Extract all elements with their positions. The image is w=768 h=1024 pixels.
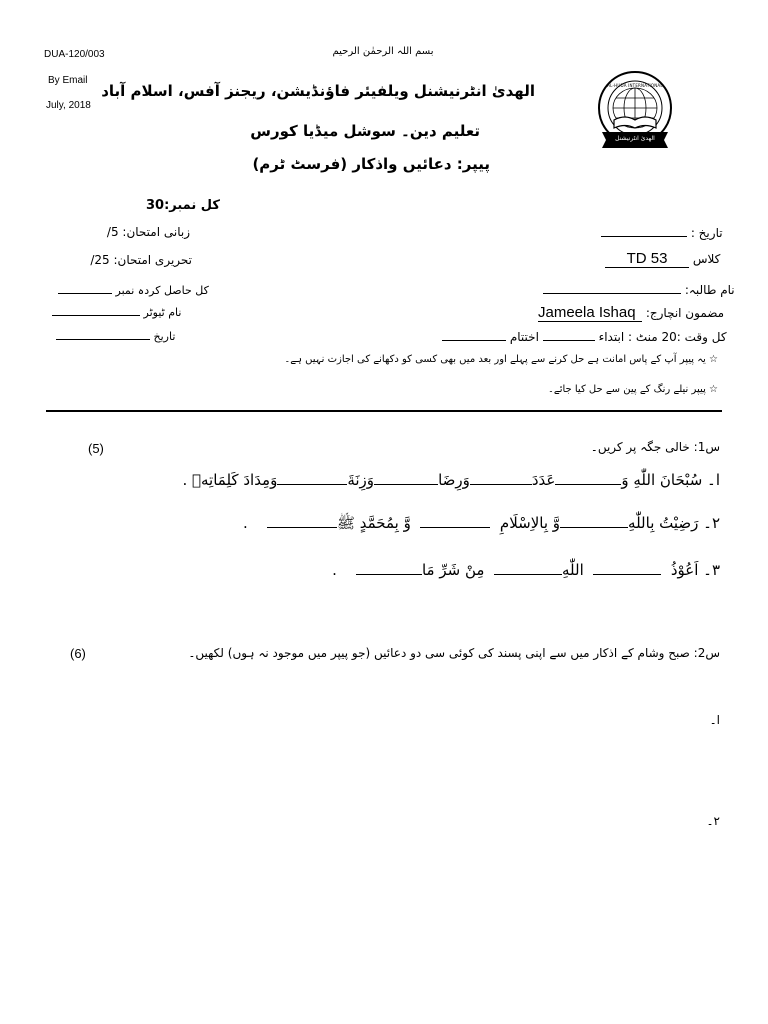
logo-ring-text: AL-HUDA INTERNATIONAL: [607, 83, 663, 88]
q2-item-1: ا۔: [709, 713, 720, 727]
tutor-label: نام ٹیوٹر: [143, 306, 182, 319]
issue-date: July, 2018: [46, 100, 91, 111]
q1-l2-blank-1[interactable]: [560, 527, 628, 528]
q1-l2-blank-2[interactable]: [420, 527, 490, 528]
q1-marks: (5): [88, 441, 104, 456]
incharge-label: مضمون انچارج:: [645, 306, 725, 320]
q1-l2-blank-3[interactable]: [267, 527, 337, 528]
q2-answer-area-2[interactable]: [230, 832, 710, 952]
total-marks: [146, 198, 220, 213]
q1-l2-period: .: [242, 514, 248, 532]
incharge-row: [538, 304, 724, 322]
q1-l1-text-c: وَرِضَا: [438, 471, 470, 489]
incharge-field[interactable]: [538, 304, 642, 322]
delivery-method: By Email: [48, 75, 88, 86]
q2-marks: (6): [70, 646, 86, 661]
reference-number: DUA-120/003: [44, 49, 105, 60]
obtained-marks-blank[interactable]: [58, 293, 112, 294]
written-exam-marks: تحریری امتحان: 25/: [90, 253, 192, 267]
q2-answer-area-1[interactable]: [230, 730, 710, 810]
al-huda-logo: [592, 68, 678, 154]
student-name-row: [543, 283, 735, 297]
q1-l1-blank-4[interactable]: [277, 484, 347, 485]
class-row: [605, 250, 720, 268]
q1-l1-text-e: وَمِدَادَ كَلِمَاتِهٖ .: [182, 471, 278, 489]
total-marks-value: 30: [146, 198, 165, 213]
marking-date-row: [56, 330, 175, 343]
q1-l3-text-a: ۳۔ اَعُوْذُ: [670, 561, 720, 579]
section-divider: [46, 410, 722, 412]
class-field[interactable]: [605, 250, 689, 268]
q1-line-3: [250, 561, 720, 579]
marking-date-label: تاریخ: [153, 330, 176, 343]
bismillah: بسم اللہ الرحمٰن الرحیم: [332, 46, 434, 57]
obtained-marks-label: کل حاصل کردہ نمبر: [115, 284, 209, 297]
instruction-blue-pen: ☆ پیپر نیلے رنگ کے پین سے حل کیا جائے۔: [547, 384, 718, 395]
q1-l1-text-a: ا۔ سُبْحَانَ اللّٰهِ وَ: [621, 471, 720, 489]
start-time-blank[interactable]: [543, 340, 595, 341]
organization-name: الھدیٰ انٹرنیشنل ویلفیئر فاؤنڈیشن، ریجنز آفس، اسلام آباد: [101, 82, 535, 100]
obtained-marks-row: [58, 284, 209, 297]
oral-exam-marks: زبانی امتحان: 5/: [106, 225, 190, 239]
q1-l3-blank-3[interactable]: [356, 574, 422, 575]
q1-l2-text-a: ۲۔ رَضِيْتُ بِاللّٰهِ: [628, 514, 720, 532]
q1-l2-text-b: وَّ بِالاِسْلَامِ: [499, 514, 561, 532]
instruction-trust: ☆ یہ پیپر آپ کے پاس امانت ہے حل کرنے سے پہلے اور بعد میں بھی کسی کو دکھانے کی اجازت نہیں ہے۔: [284, 354, 718, 365]
q1-title: س1: خالی جگہ پر کریں۔: [590, 440, 720, 454]
student-name-blank[interactable]: [543, 293, 681, 294]
q2-item-2: ۲۔: [706, 814, 720, 828]
incharge-value: Jameela Ishaq: [538, 304, 636, 321]
class-label: کلاس: [692, 252, 721, 266]
time-label: کل وقت :20 منٹ : ابتداء: [598, 330, 727, 344]
paper-title: پیپر: دعائیں واذکار (فرسٹ ٹرم): [252, 155, 490, 173]
logo-ribbon-text: الھدیٰ انٹرنیشنل: [615, 135, 655, 142]
time-row: [442, 330, 727, 344]
q1-l3-text-c: مِنْ شَرِّ مَا: [421, 561, 485, 579]
q1-l1-text-d: وَزِنَةَ: [347, 471, 375, 489]
q1-l1-text-b: عَدَدَ: [531, 471, 556, 489]
q1-l3-blank-1[interactable]: [593, 574, 661, 575]
q1-l2-text-c: وَّ بِمُحَمَّدٍ ﷺ: [336, 514, 411, 532]
q1-l3-text-b: اللّٰهِ: [561, 561, 584, 579]
q1-line-2: [170, 514, 720, 536]
student-name-label: نام طالبہ:: [684, 283, 735, 297]
q1-line-1: [140, 471, 720, 489]
tutor-row: [52, 306, 181, 319]
q1-l3-blank-2[interactable]: [494, 574, 562, 575]
end-time-blank[interactable]: [442, 340, 506, 341]
q1-l1-blank-2[interactable]: [470, 484, 532, 485]
q2-title: س2: صبح وشام کے اذکار میں سے اپنی پسند کی کوئی سی دو دعائیں (جو پیپر میں موجود نہ ہوں) لکھیں۔: [188, 646, 720, 660]
end-time-label: اختتام: [509, 330, 539, 344]
date-row: [601, 226, 723, 240]
date-blank[interactable]: [601, 236, 687, 237]
total-marks-label: کل نمبر:: [164, 198, 220, 213]
course-title: تعلیم دین۔ سوشل میڈیا کورس: [250, 122, 480, 140]
date-label: تاریخ :: [690, 226, 723, 240]
marking-date-blank[interactable]: [56, 339, 150, 340]
q1-l1-blank-1[interactable]: [555, 484, 621, 485]
q1-l1-blank-3[interactable]: [374, 484, 438, 485]
tutor-blank[interactable]: [52, 315, 140, 316]
q1-l3-period: .: [332, 561, 337, 579]
class-value: TD 53: [626, 250, 668, 267]
